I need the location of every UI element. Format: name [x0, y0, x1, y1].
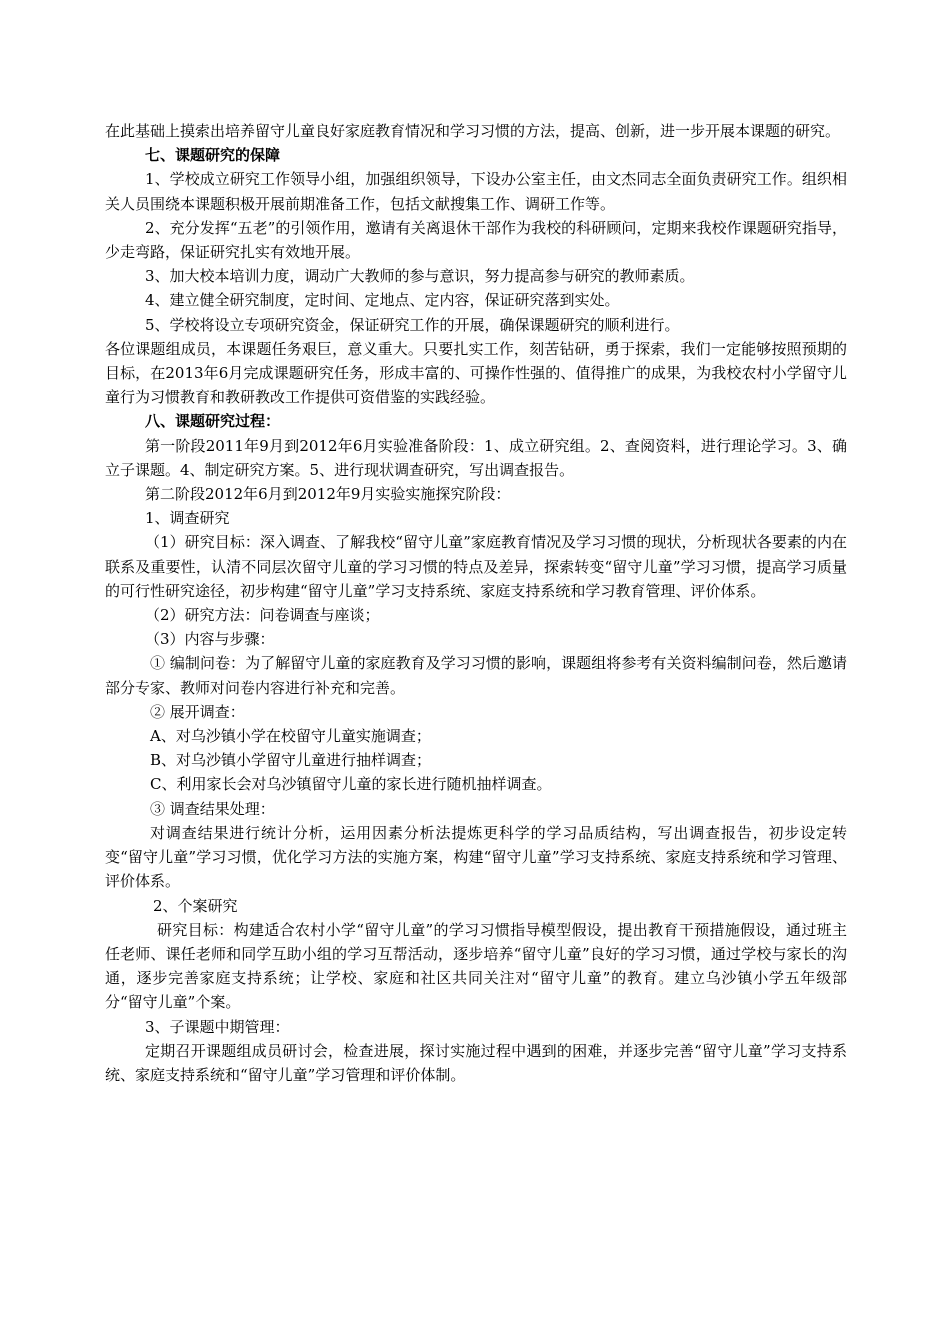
paragraph-11: 1、调查研究 [145, 509, 230, 528]
section-heading-7: 七、课题研究的保障 [145, 146, 281, 165]
section-heading-8: 八、课题研究过程： [145, 412, 281, 431]
paragraph-22: 2、个案研究 [153, 896, 238, 915]
paragraph-19: C、利用家长会对乌沙镇留守儿童的家长进行随机抽样调查。 [150, 775, 552, 794]
paragraph-2: 1、学校成立研究工作领导小组，加强组织领导，下设办公室主任，由文杰同志全面负责研究工作。组织相关人员围绕本课题积极开展前期准备工作，包括文献搜集工作、调研工作等。 [105, 170, 847, 213]
paragraph-3: 2、充分发挥“五老”的引领作用，邀请有关离退休干部作为我校的科研顾问，定期来我校作课题研究指导，少走弯路，保证研究扎实有效地开展。 [105, 218, 847, 262]
paragraph-23: 研究目标：构建适合农村小学“留守儿童”的学习习惯指导模型假设，提出教育干预措施假设，通过班主任老师、课任老师和同学互助小组的学习互帮活动，逐步培养“留守儿童”良好的学习习惯，通过学校与家长的沟通，逐步完善家庭支持系统；让学校、家庭和社区共同关注对“留守儿童”的教育。建立乌沙镇小学五年级部分“留守儿童”个案。 [105, 920, 847, 1012]
paragraph-25: 定期召开课题组成员研讨会，检查进展，探讨实施过程中遇到的困难，并逐步完善“留守儿童”学习支持系统、家庭支持系统和“留守儿童”学习管理和评价体制。 [105, 1041, 847, 1084]
paragraph-6: 5、学校将设立专项研究资金，保证研究工作的开展，确保课题研究的顺利进行。 [145, 315, 680, 334]
paragraph-17: A、对乌沙镇小学在校留守儿童实施调查； [150, 727, 431, 746]
paragraph-16: ② 展开调查： [150, 702, 245, 721]
paragraph-12: （1）研究目标：深入调查、了解我校“留守儿童”家庭教育情况及学习习惯的现状，分析现状各要素的内在联系及重要性，认清不同层次留守儿童的学习习惯的特点及差异，探索转变“留守儿童”学习习惯，提高学习质量的可行性研究途径，初步构建“留守儿童”学习支持系统、家庭支持系统和学习教育管理、评价体系。 [105, 533, 847, 600]
paragraph-20: ③ 调查结果处理： [150, 799, 275, 818]
paragraph-15: ① 编制问卷：为了解留守儿童的家庭教育及学习习惯的影响，课题组将参考有关资料编制问卷，然后邀请部分专家、教师对问卷内容进行补充和完善。 [105, 654, 847, 697]
paragraph-13: （2）研究方法：问卷调查与座谈； [145, 606, 380, 625]
paragraph-18: B、对乌沙镇小学留守儿童进行抽样调查； [150, 751, 432, 770]
paragraph-9: 第一阶段2011年9月到2012年6月实验准备阶段：1、成立研究组。2、查阅资料，进行理论学习。3、确立子课题。4、制定研究方案。5、进行现状调查研究，写出调查报告。 [105, 436, 847, 479]
paragraph-5: 4、建立健全研究制度，定时间、定地点、定内容，保证研究落到实处。 [145, 291, 620, 310]
paragraph-24: 3、子课题中期管理： [145, 1017, 290, 1036]
paragraph-21: 对调查结果进行统计分析，运用因素分析法提炼更科学的学习品质结构，写出调查报告，初步设定转变“留守儿童”学习习惯，优化学习方法的实施方案，构建“留守儿童”学习支持系统、家庭支持系统和学习管理、评价体系。 [105, 823, 847, 891]
paragraph-4: 3、加大校本培训力度，调动广大教师的参与意识，努力提高参与研究的教师素质。 [145, 267, 695, 286]
paragraph-0: 在此基础上摸索出培养留守儿童良好家庭教育情况和学习习惯的方法，提高、创新，进一步开展本课题的研究。 [105, 122, 841, 140]
paragraph-14: （3）内容与步骤： [145, 630, 275, 649]
paragraph-7: 各位课题组成员，本课题任务艰巨，意义重大。只要扎实工作，刻苦钻研，勇于探索，我们一定能够按照预期的目标，在2013年6月完成课题研究任务，形成丰富的、可操作性强的、值得推广的成果，为我校农村小学留守儿童行为习惯教育和教研教改工作提供可资借鉴的实践经验。 [105, 339, 847, 407]
paragraph-10: 第二阶段2012年6月到2012年9月实验实施探究阶段： [145, 485, 511, 504]
